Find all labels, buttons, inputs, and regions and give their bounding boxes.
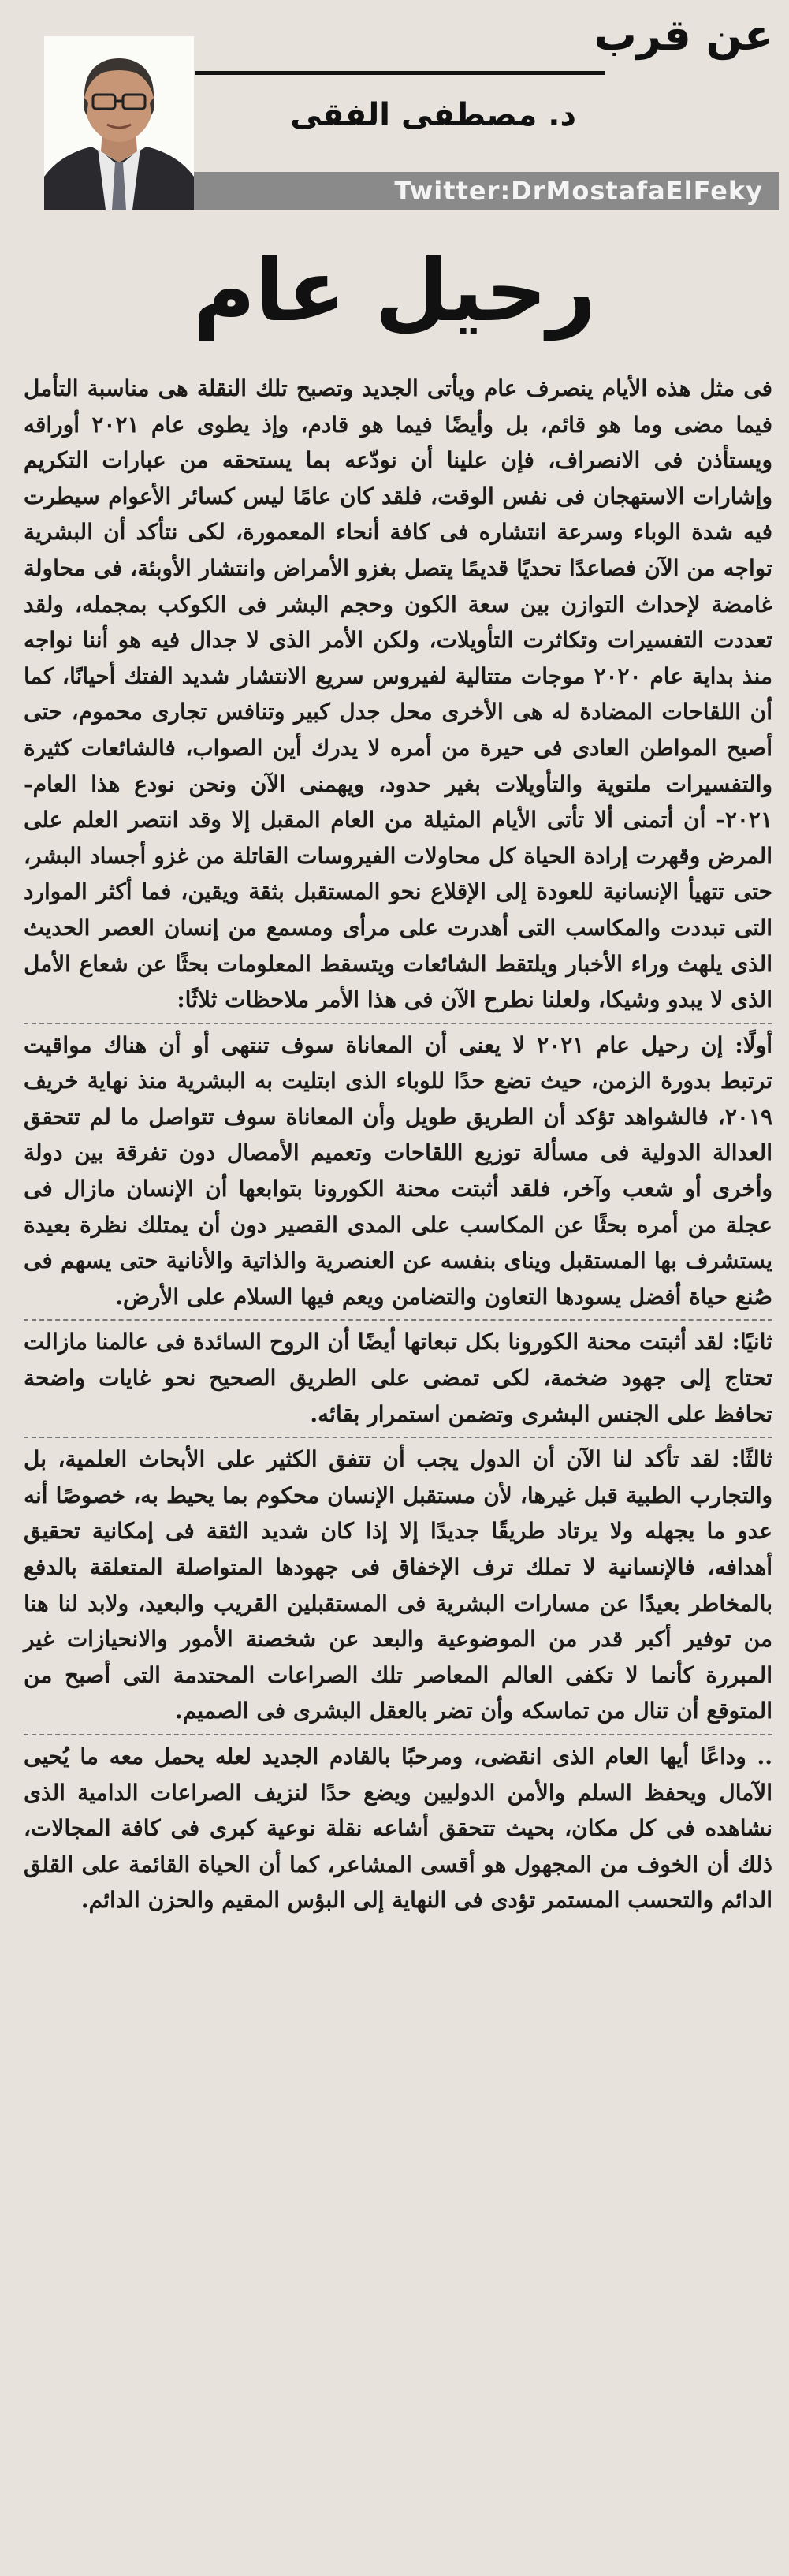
author-photo [44, 36, 194, 210]
column-name: عن قرب [594, 10, 773, 60]
paragraph-divider [24, 1437, 772, 1438]
twitter-handle: Twitter:DrMostafaElFeky [394, 176, 763, 206]
article-paragraph: .. وداعًا أيها العام الذى انقضى، ومرحبًا بالقادم الجديد لعله يحمل معه ما يُحيى الآمال ويحفظ السلم والأمن الدوليين ويضع حدًا لنزيف الصراعات الدامية الذى نشاهده فى كل مكان، بحيث تتحقق أشاعه نقلة نوعية كبرى فى كافة المجالات، ذلك أن الخوف من المجهول هو أقسى المشاعر، كما أن الحياة القائمة على القلق الدائم والتحسب المستمر تؤدى فى النهاية إلى البؤس المقيم والحزن الدائم. [24, 1743, 772, 1914]
article-paragraph: فى مثل هذه الأيام ينصرف عام ويأتى الجديد وتصبح تلك النقلة هى مناسبة التأمل فيما مضى وما هو قائم، بل وأيضًا فيما هو قادم، وإذ يطوى عام ٢٠٢١ أوراقه ويستأذن فى الانصراف، فإن علينا أن نودّعه بما يستحقه من عبارات التكريم وإشارات الاستهجان فى نفس الوقت، فلقد كان عامًا ليس كسائر الأعوام سيطرت فيه شدة الوباء وسرعة انتشاره فى كافة أنحاء المعمورة، لكى نتأكد أن البشرية تواجه من الآن فصاعدًا تحديًا قديمًا يتصل بغزو الأمراض وانتشار الأوبئة، فى محاولة غامضة لإحداث التوازن بين سعة الكون وحجم البشر فى الكوكب بمجمله، ولقد تعددت التفسيرات وتكاثرت التأويلات، ولكن الأمر الذى لا جدال فيه هو أننا نواجه منذ بداية عام ٢٠٢٠ موجات متتالية لفيروس سريع الانتشار شديد الفتك أحيانًا، كما أن اللقاحات المضادة له هى الأخرى محل جدل كبير وتنافس تجارى محموم، حتى أصبح المواطن العادى فى حيرة من أمره لا يدرك أين الصواب، فالشائعات كثيرة والتفسيرات ملتوية والتأويلات بغير حدود، ويهمنى الآن ونحن نودع هذا العام- ٢٠٢١- أن أتمنى ألا تأتى الأيام المثيلة من العام المقبل إلا وقد انتصر العلم على المرض وقهرت إرادة الحياة كل محاولات الفيروسات القاتلة من غزو أجساد البشر، حتى تتهيأ الإنسانية للعودة إلى الإقلاع نحو المستقبل بثقة ويقين، فما أكثر الموارد التى تبددت والمكاسب التى أهدرت على مرأى ومسمع من إنسان العصر الحديث الذى يلهث وراء الأخبار ويلتقط الشائعات ويتسقط المعلومات بحثًا عن شعاع الأمل الذى لا يبدو وشيكا، ولعلنا نطرح الآن فى هذا الأمر ملاحظات ثلاثًا: [24, 375, 773, 1013]
article-paragraph: أولًا: إن رحيل عام ٢٠٢١ لا يعنى أن المعاناة سوف تنتهى أو أن هناك مواقيت ترتبط بدورة الزمن، حيث تضع حدًا للوباء الذى ابتليت به البشرية منذ نهاية خريف ٢٠١٩، فالشواهد تؤكد أن الطريق طويل وأن المعاناة سوف تتواصل ما لم تتحقق العدالة الدولية فى مسألة توزيع اللقاحات وتعميم الأمصال دون تفرقة بين دولة وأخرى أو شعب وآخر، فلقد أثبتت محنة الكورونا بتوابعها أن الإنسان مازال فى عجلة من أمره بحثًا عن المكاسب على المدى القصير دون أن يمتلك نظرة بعيدة يستشرف بها المستقبل ويناى بنفسه عن العنصرية والذاتية والأنانية حتى يسهم فى صُنع حياة أفضل يسودها التعاون والتضامن ويعم فيها السلام على الأرض. [24, 1031, 772, 1310]
header-rule [195, 71, 605, 75]
article-headline: رحيل عام [192, 242, 597, 341]
article-paragraph: ثانيًا: لقد أثبتت محنة الكورونا بكل تبعاتها أيضًا أن الروح السائدة فى عالمنا مازالت تحتاج إلى جهود ضخمة، لكى تمضى على الطريق الصحيح نحو غايات واضحة تحافظ على الجنس البشرى وتضمن استمرار بقائه. [24, 1329, 772, 1427]
paragraph-divider [24, 1023, 772, 1024]
paragraph-divider [24, 1734, 772, 1735]
twitter-bar [194, 172, 779, 210]
author-portrait-illustration [44, 36, 194, 210]
article-paragraph: ثالثًا: لقد تأكد لنا الآن أن الدول يجب أن تتفق الكثير على الأبحاث العلمية، بل والتجارب الطبية قبل غيرها، لأن مستقبل الإنسان محكوم بما يحيط به، خصوصًا أنه عدو ما يجهله ولا يرتاد طريقًا جديدًا إلا إذا كان شديد الثقة فى إمكانية تحقيق أهدافه، فالإنسانية لا تملك ترف الإخفاق فى جهودها المتواصلة المتعلقة بالدفع بالمخاطر بعيدًا عن مسارات البشرية فى المستقبلين القريب والبعيد، ولابد لنا هنا من توفير أكبر قدر من الموضوعية والبعد عن شخصنة الأمور والانحيازات غير المبررة كأنما لا تكفى العالم المعاصر تلك الصراعات المحتدمة التى أصبح من المتوقع أن تنال من تماسكه وأن تضر بالعقل البشرى فى الصميم. [24, 1446, 772, 1724]
paragraph-divider [24, 1319, 772, 1321]
author-name: د. مصطفى الفقى [290, 97, 576, 133]
article-body [24, 371, 772, 1918]
